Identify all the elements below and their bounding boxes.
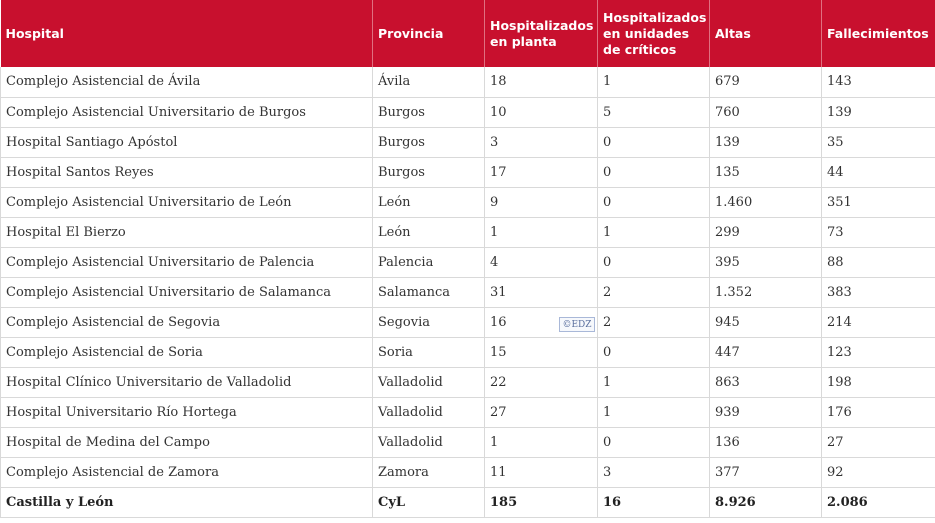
cell-altas: 377 [710,457,822,487]
cell-provincia: Salamanca [373,277,485,307]
cell-provincia: Burgos [373,127,485,157]
cell-altas: 136 [710,427,822,457]
cell-criticos: 1 [598,67,710,97]
cell-provincia: Valladolid [373,367,485,397]
cell-provincia: León [373,217,485,247]
edz-watermark: ©EDZ [559,317,595,332]
cell-provincia: León [373,187,485,217]
cell-altas: 939 [710,397,822,427]
cell-altas: 1.352 [710,277,822,307]
cell-fallecimientos: 139 [822,97,935,127]
table-row [1,187,935,217]
total-cell-criticos: 16 [598,487,710,517]
cell-provincia: Burgos [373,97,485,127]
cell-criticos: 5 [598,97,710,127]
table-body [1,67,935,517]
cell-criticos: 0 [598,247,710,277]
table-row [1,67,935,97]
cell-fallecimientos: 214 [822,307,935,337]
cell-hospital: Hospital Clínico Universitario de Valladolid [1,367,373,397]
table-row [1,367,935,397]
cell-planta: 15 [485,337,598,367]
cell-planta: 1 [485,217,598,247]
cell-hospital: Hospital Santos Reyes [1,157,373,187]
cell-altas: 299 [710,217,822,247]
table-row [1,247,935,277]
table-row [1,157,935,187]
cell-hospital: Hospital El Bierzo [1,217,373,247]
cell-planta: 17 [485,157,598,187]
cell-criticos: 0 [598,187,710,217]
cell-altas: 863 [710,367,822,397]
total-cell-altas: 8.926 [710,487,822,517]
cell-criticos: 0 [598,427,710,457]
cell-planta: 4 [485,247,598,277]
table-row [1,337,935,367]
cell-criticos: 2 [598,277,710,307]
cell-fallecimientos: 351 [822,187,935,217]
cell-fallecimientos: 92 [822,457,935,487]
cell-altas: 679 [710,67,822,97]
cell-provincia: Burgos [373,157,485,187]
cell-fallecimientos: 143 [822,67,935,97]
table-total-row [1,487,935,517]
cell-planta: 31 [485,277,598,307]
cell-fallecimientos: 123 [822,337,935,367]
cell-fallecimientos: 44 [822,157,935,187]
cell-criticos: 1 [598,217,710,247]
cell-planta: 9 [485,187,598,217]
cell-fallecimientos: 88 [822,247,935,277]
cell-fallecimientos: 198 [822,367,935,397]
cell-hospital: Hospital Universitario Río Hortega [1,397,373,427]
cell-provincia: Zamora [373,457,485,487]
header-provincia: Provincia [373,0,485,67]
cell-provincia: Segovia [373,307,485,337]
cell-criticos: 1 [598,397,710,427]
cell-hospital: Complejo Asistencial Universitario de Burgos [1,97,373,127]
table-row [1,97,935,127]
table-row [1,457,935,487]
cell-planta: 27 [485,397,598,427]
cell-criticos: 0 [598,127,710,157]
cell-planta: 3 [485,127,598,157]
cell-planta: 10 [485,97,598,127]
cell-fallecimientos: 35 [822,127,935,157]
cell-altas: 760 [710,97,822,127]
total-cell-provincia: CyL [373,487,485,517]
cell-provincia: Valladolid [373,397,485,427]
total-cell-fallecimientos: 2.086 [822,487,935,517]
header-hospital: Hospital [1,0,373,67]
cell-hospital: Complejo Asistencial de Ávila [1,67,373,97]
cell-hospital: Complejo Asistencial Universitario de León [1,187,373,217]
cell-provincia: Soria [373,337,485,367]
cell-hospital: Complejo Asistencial Universitario de Salamanca [1,277,373,307]
cell-hospital: Complejo Asistencial de Zamora [1,457,373,487]
cell-planta: 22 [485,367,598,397]
cell-criticos: 1 [598,367,710,397]
cell-altas: 1.460 [710,187,822,217]
cell-hospital: Hospital Santiago Apóstol [1,127,373,157]
table-row [1,397,935,427]
table-row [1,277,935,307]
table-row [1,217,935,247]
cell-hospital: Complejo Asistencial de Segovia [1,307,373,337]
table-header-row [1,0,935,67]
cell-fallecimientos: 176 [822,397,935,427]
cell-fallecimientos: 383 [822,277,935,307]
cell-fallecimientos: 27 [822,427,935,457]
cell-planta: 18 [485,67,598,97]
cell-criticos: 0 [598,157,710,187]
cell-criticos: 3 [598,457,710,487]
cell-provincia: Valladolid [373,427,485,457]
cell-hospital: Complejo Asistencial de Soria [1,337,373,367]
table-row [1,427,935,457]
table-row [1,307,935,337]
cell-criticos: 2 [598,307,710,337]
header-hospitalizados-planta: Hospitalizados en planta [485,0,598,67]
cell-criticos: 0 [598,337,710,367]
cell-altas: 945 [710,307,822,337]
cell-altas: 395 [710,247,822,277]
total-cell-hospital: Castilla y León [1,487,373,517]
cell-fallecimientos: 73 [822,217,935,247]
cell-provincia: Ávila [373,67,485,97]
header-fallecimientos: Fallecimientos [822,0,935,67]
cell-altas: 135 [710,157,822,187]
table-row [1,127,935,157]
cell-planta: 16 [485,307,598,337]
cell-provincia: Palencia [373,247,485,277]
cell-altas: 139 [710,127,822,157]
cell-hospital: Hospital de Medina del Campo [1,427,373,457]
header-hospitalizados-criticos: Hospitalizados en unidades de críticos [598,0,710,67]
total-cell-planta: 185 [485,487,598,517]
cell-hospital: Complejo Asistencial Universitario de Palencia [1,247,373,277]
cell-planta: 11 [485,457,598,487]
cell-altas: 447 [710,337,822,367]
cell-planta: 1 [485,427,598,457]
header-altas: Altas [710,0,822,67]
